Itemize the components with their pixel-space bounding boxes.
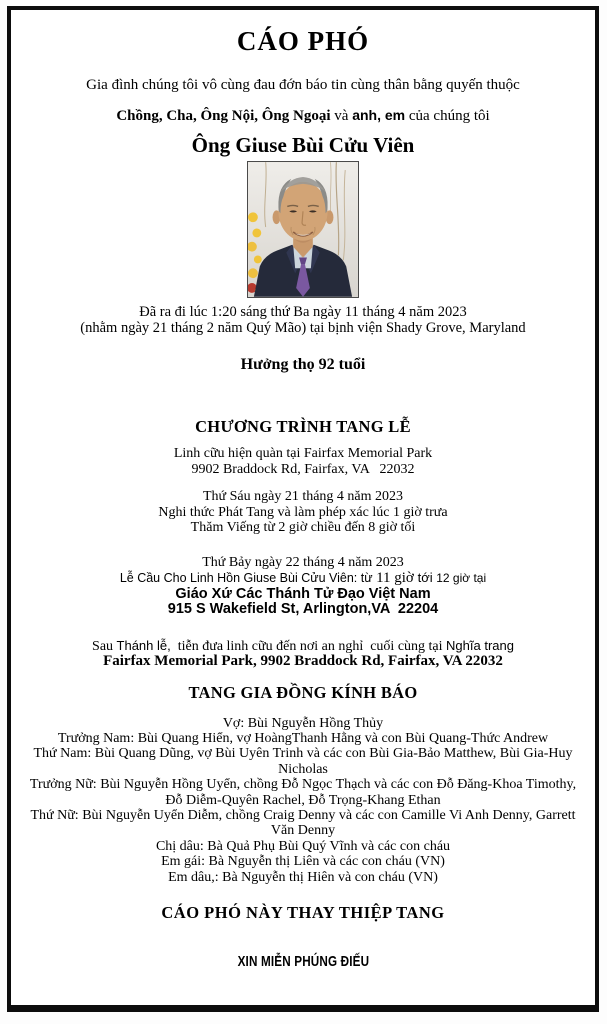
family-heading: TANG GIA ĐỒNG KÍNH BÁO — [188, 682, 418, 702]
announcement-note: CÁO PHÓ NÀY THAY THIỆP TANG — [161, 902, 445, 922]
burial-part2: Thánh lễ, — [116, 637, 171, 653]
repose-location — [11, 446, 595, 477]
friday-schedule — [11, 489, 595, 536]
friday-rite: Nghi thức Phát Tang và làm phép xác lúc 1 giờ trưa — [158, 504, 448, 520]
family-member: Thứ Nam: Bùi Quang Dũng, vợ Bùi Uyên Trinh và các con Bùi Gia-Bảo Matthew, Bùi Gia-Huy Nicholas — [33, 746, 573, 777]
saturday-date: Thứ Bảy ngày 22 tháng 4 năm 2023 — [202, 554, 404, 570]
age-line: Hưởng thọ 92 tuổi — [240, 356, 366, 373]
portrait-illustration — [247, 161, 359, 298]
intro-text: Gia đình chúng tôi vô cùng đau đớn báo tin cùng thân bằng quyến thuộc — [86, 77, 520, 93]
mass-line-part2: 11 giờ — [376, 570, 418, 586]
no-donations-note: XIN MIỄN PHÚNG ĐIẾU — [237, 952, 369, 970]
saturday-schedule — [11, 555, 595, 618]
relation-line — [11, 107, 595, 125]
church-address: 915 S Wakefield St, Arlington,VA 22204 — [167, 601, 439, 617]
burial-location: Fairfax Memorial Park, 9902 Braddock Rd, Fairfax, VA 22032 — [103, 653, 503, 669]
death-date-line: Đã ra đi lúc 1:20 sáng thứ Ba ngày 11 tháng 4 năm 2023 — [139, 304, 467, 320]
church-name: Giáo Xứ Các Thánh Tử Đạo Việt Nam — [175, 585, 431, 602]
burial-part4: Nghĩa trang — [446, 637, 514, 653]
burial-info — [11, 638, 595, 670]
family-member: Thứ Nữ: Bùi Nguyễn Uyển Diễm, chồng Craig Denny và các con Camille Vi Anh Denny, Garrett Văn Denny — [30, 807, 576, 839]
burial-part3: tiễn đưa linh cữu đến nơi an nghỉ cuối cùng tại — [170, 638, 447, 654]
deceased-name: Ông Giuse Bùi Cửu Viên — [191, 133, 415, 157]
family-member: Chị dâu: Bà Quả Phụ Bùi Quý Vĩnh và các con cháu — [155, 838, 451, 854]
family-member: Em gái: Bà Nguyễn thị Liên và các con cháu (VN) — [161, 854, 445, 870]
mass-line-part4: 12 giờ tại — [436, 571, 487, 585]
program-heading: CHƯƠNG TRÌNH TANG LỄ — [195, 417, 411, 436]
page-title: CÁO PHÓ — [236, 26, 370, 56]
relation-tail: của chúng tôi — [405, 108, 490, 124]
family-member: Vợ: Bùi Nguyễn Hồng Thủy — [222, 715, 384, 731]
family-member: Trưởng Nữ: Bùi Nguyễn Hồng Uyển, chồng Đỗ Ngọc Thạch và các con Đỗ Đăng-Khoa Timothy, Đỗ Diễm-Quyên Rachel, Đỗ Trọng-Khang Ethan — [29, 777, 577, 808]
friday-date: Thứ Sáu ngày 21 tháng 4 năm 2023 — [202, 489, 404, 504]
relation-roles-serif: Chồng, Cha, Ông Nội, Ông Ngoại — [116, 108, 331, 124]
burial-part1: Sau — [92, 638, 117, 654]
relation-roles-sans: anh, em — [352, 107, 406, 123]
mass-line-part3: tới — [417, 570, 437, 585]
no-donations-line — [11, 953, 595, 971]
relation-mid: và — [330, 108, 353, 124]
repose-line2: 9902 Braddock Rd, Fairfax, VA 22032 — [191, 461, 415, 477]
mass-line-part1: Lễ Cầu Cho Linh Hồn Giuse Bùi Cửu Viên: từ — [119, 571, 377, 585]
obituary-page — [7, 6, 599, 1012]
family-members-list — [11, 716, 595, 885]
family-member: Trưởng Nam: Bùi Quang Hiển, vợ HoàngThanh Hằng và con Bùi Quang-Thức Andrew — [57, 730, 549, 746]
lunar-date-line: (nhằm ngày 21 tháng 2 năm Quý Mão) tại bịnh viện Shady Grove, Maryland — [80, 320, 526, 336]
death-date-lines — [11, 304, 595, 336]
friday-visitation: Thăm Viếng từ 2 giờ chiều đến 8 giờ tối — [190, 520, 416, 535]
portrait-photo — [11, 161, 595, 300]
family-member: Em dâu,: Bà Nguyễn thị Hiên và con cháu (VN) — [168, 869, 438, 885]
repose-line1: Linh cữu hiện quàn tại Fairfax Memorial Park — [173, 446, 433, 461]
